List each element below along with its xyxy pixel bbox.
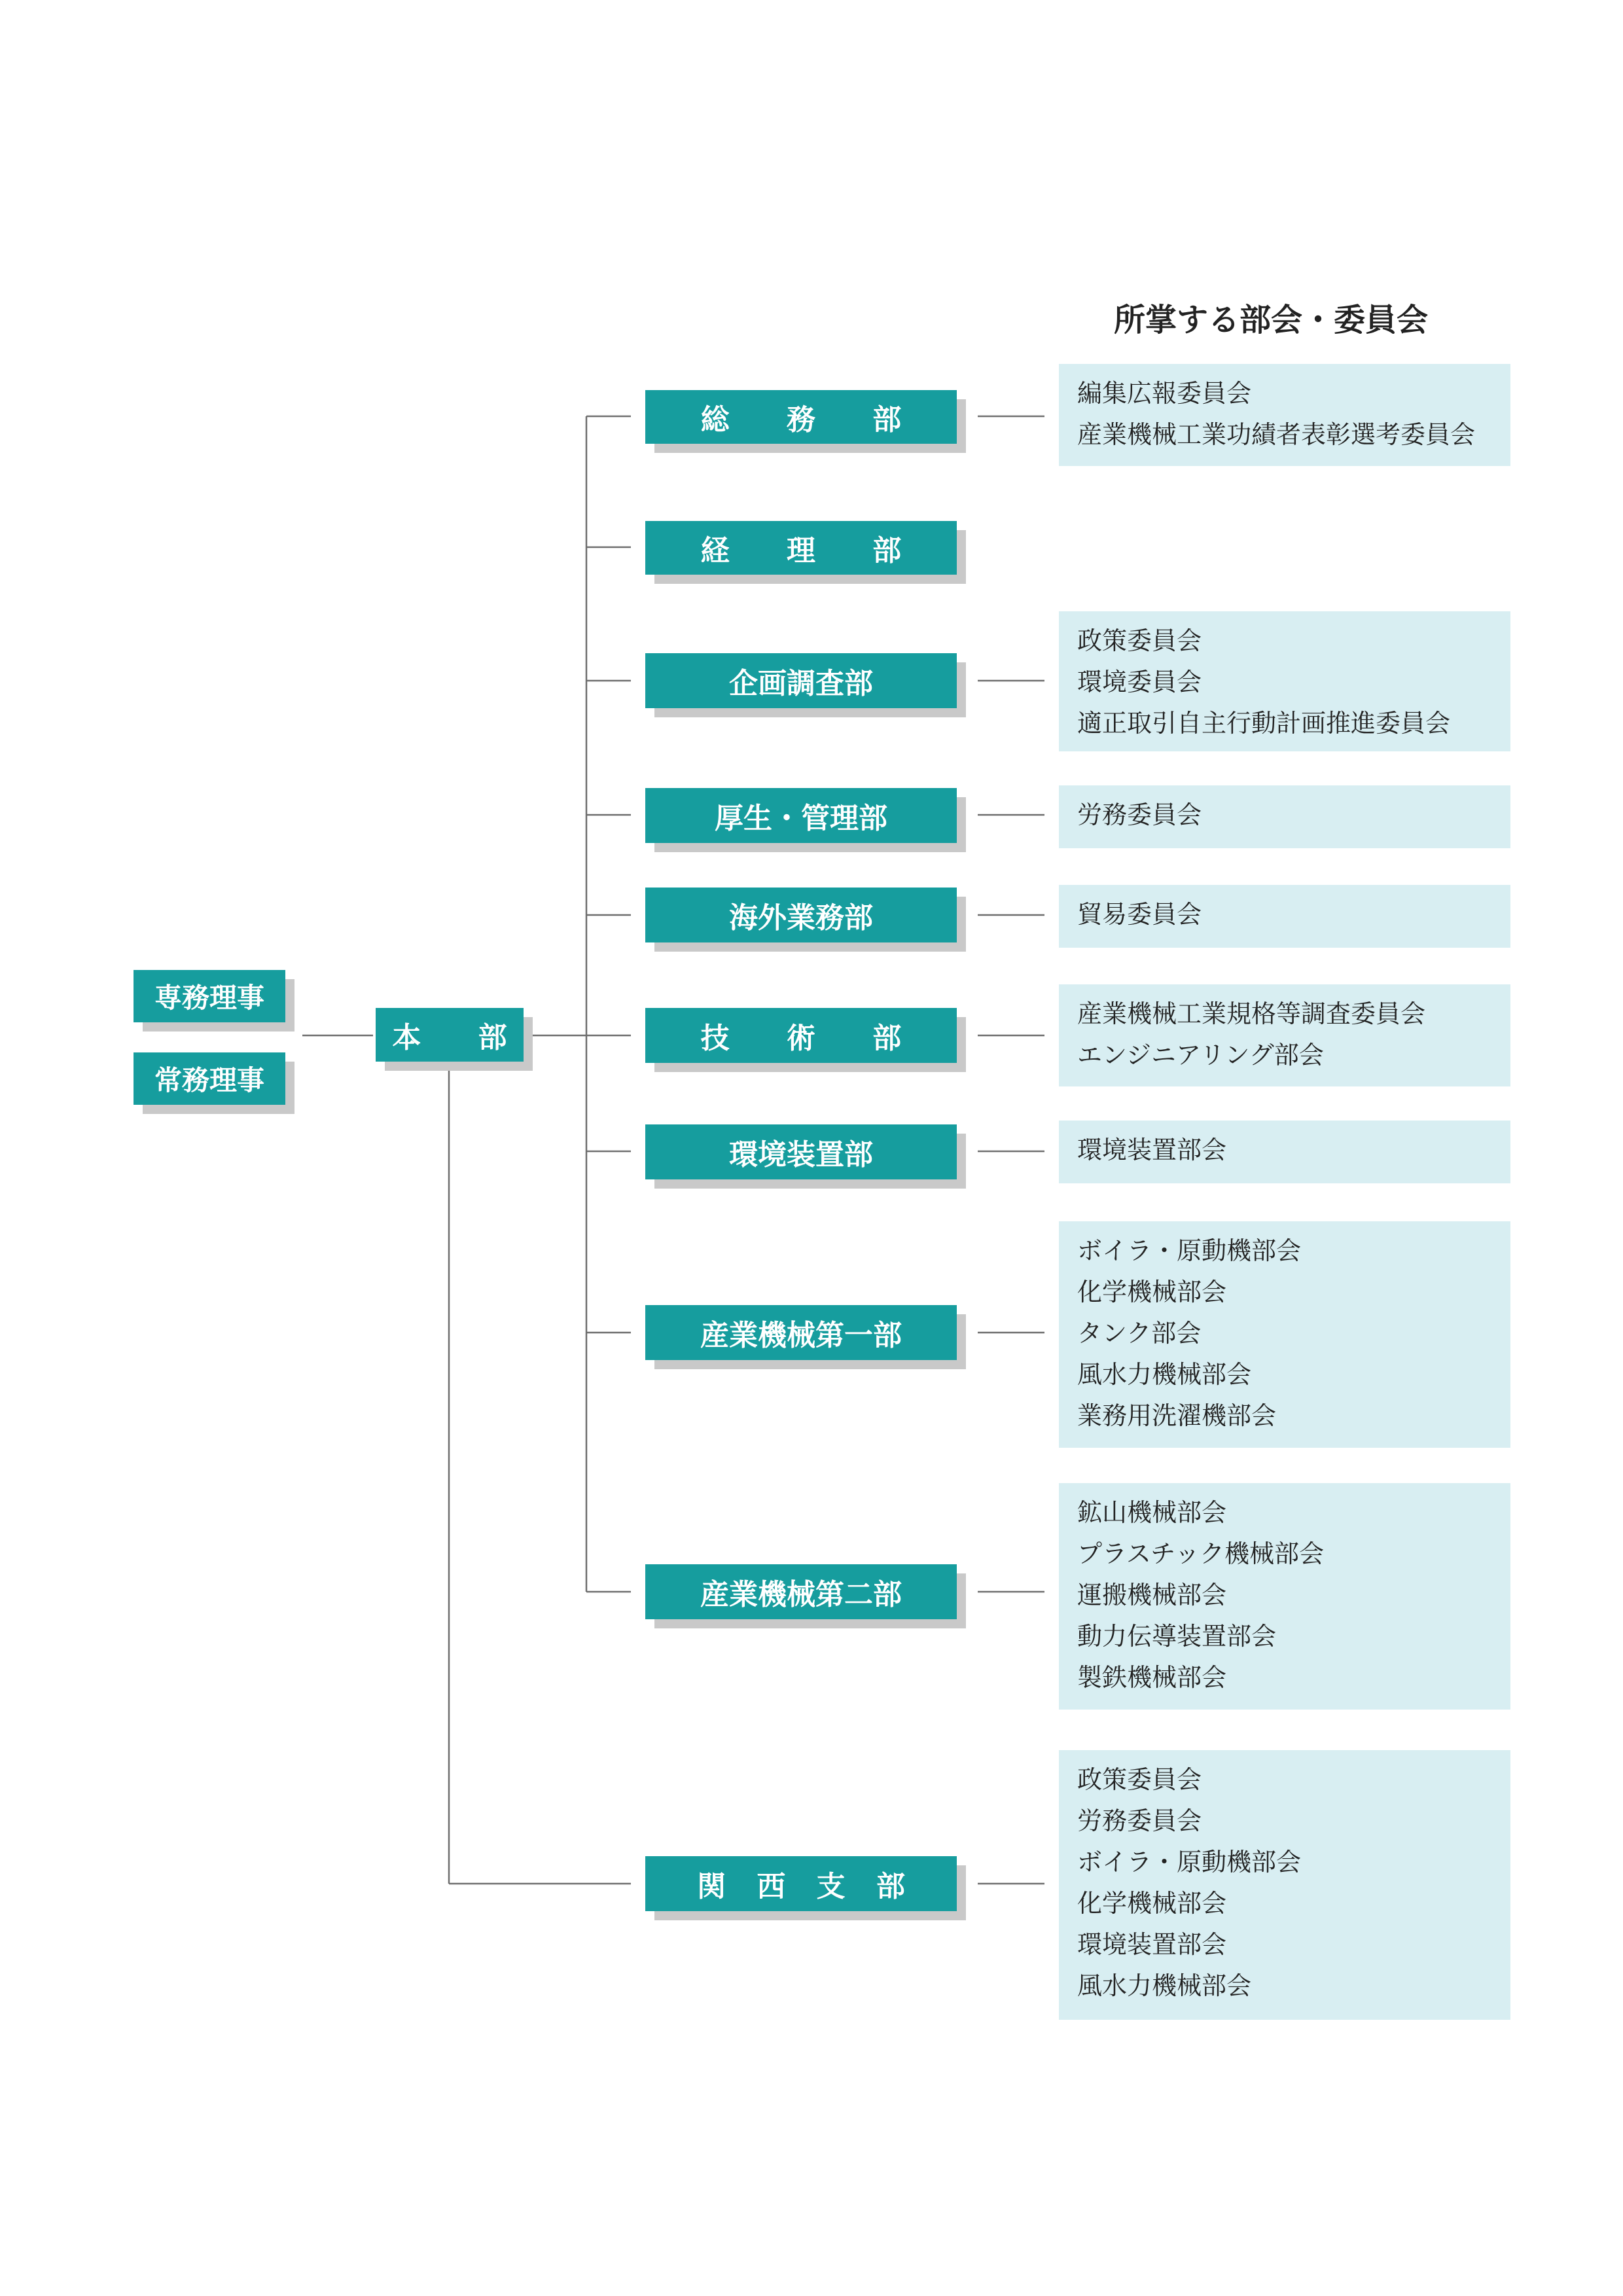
committee-item: 労務委員会: [1077, 1806, 1202, 1835]
dept-overseas-business: 海外業務部: [645, 888, 957, 942]
headquarters-box: 本 部: [376, 1008, 524, 1062]
committee-item: 貿易委員会: [1077, 900, 1202, 929]
committees-welfare-management: [1059, 785, 1510, 848]
committee-item: ボイラ・原動機部会: [1077, 1236, 1302, 1265]
committee-item: 労務委員会: [1077, 800, 1202, 829]
committee-item: プラスチック機械部会: [1077, 1539, 1324, 1568]
dept-industrial-machinery-1: 産業機械第一部: [645, 1305, 957, 1360]
committee-item: 動力伝導装置部会: [1077, 1622, 1277, 1651]
dept-planning-research: 企画調査部: [645, 653, 957, 708]
committee-item: 政策委員会: [1077, 1765, 1202, 1794]
committees-overseas-business: [1059, 885, 1510, 948]
committee-item: 産業機械工業功績者表彰選考委員会: [1077, 420, 1476, 449]
committee-item: 環境装置部会: [1077, 1930, 1227, 1959]
committees-planning-research: [1059, 611, 1510, 751]
committee-item: 化学機械部会: [1077, 1278, 1227, 1306]
committee-item: 化学機械部会: [1077, 1889, 1227, 1918]
dept-accounting: 経 理 部: [645, 521, 957, 575]
committees-environmental-equipment: [1059, 1121, 1510, 1183]
committee-item: 産業機械工業規格等調査委員会: [1077, 999, 1426, 1028]
managing-director-box: 常務理事: [134, 1052, 285, 1105]
committee-item: ボイラ・原動機部会: [1077, 1848, 1302, 1876]
committees-branch-kansai: [1059, 1750, 1510, 2020]
dept-environmental-equipment: 環境装置部: [645, 1124, 957, 1179]
committee-item: 運搬機械部会: [1077, 1581, 1227, 1609]
committees-technology: [1059, 984, 1510, 1086]
committee-item: 製鉄機械部会: [1077, 1663, 1227, 1692]
committees-industrial-machinery-2: [1059, 1483, 1510, 1710]
committee-item: タンク部会: [1077, 1319, 1202, 1348]
branch-kansai: 関 西 支 部: [645, 1856, 957, 1911]
committee-item: 政策委員会: [1077, 626, 1202, 655]
committees-industrial-machinery-1: [1059, 1221, 1510, 1448]
committee-item: 環境委員会: [1077, 668, 1202, 696]
dept-welfare-management: 厚生・管理部: [645, 788, 957, 843]
committee-item: 風水力機械部会: [1077, 1971, 1252, 2000]
committee-item: 環境装置部会: [1077, 1136, 1227, 1164]
dept-general-affairs: 総 務 部: [645, 390, 957, 444]
committee-item: 業務用洗濯機部会: [1077, 1401, 1277, 1430]
committee-item: エンジニアリング部会: [1077, 1041, 1324, 1069]
committee-item: 適正取引自主行動計画推進委員会: [1077, 709, 1451, 738]
committee-item: 編集広報委員会: [1077, 379, 1252, 408]
dept-industrial-machinery-2: 産業機械第二部: [645, 1564, 957, 1619]
executive-director-box: 専務理事: [134, 970, 285, 1022]
dept-technology: 技 術 部: [645, 1008, 957, 1063]
committees-heading: 所掌する部会・委員会: [1114, 302, 1429, 338]
committees-general-affairs: [1059, 364, 1510, 466]
committee-item: 風水力機械部会: [1077, 1360, 1252, 1389]
committee-item: 鉱山機械部会: [1077, 1498, 1227, 1527]
